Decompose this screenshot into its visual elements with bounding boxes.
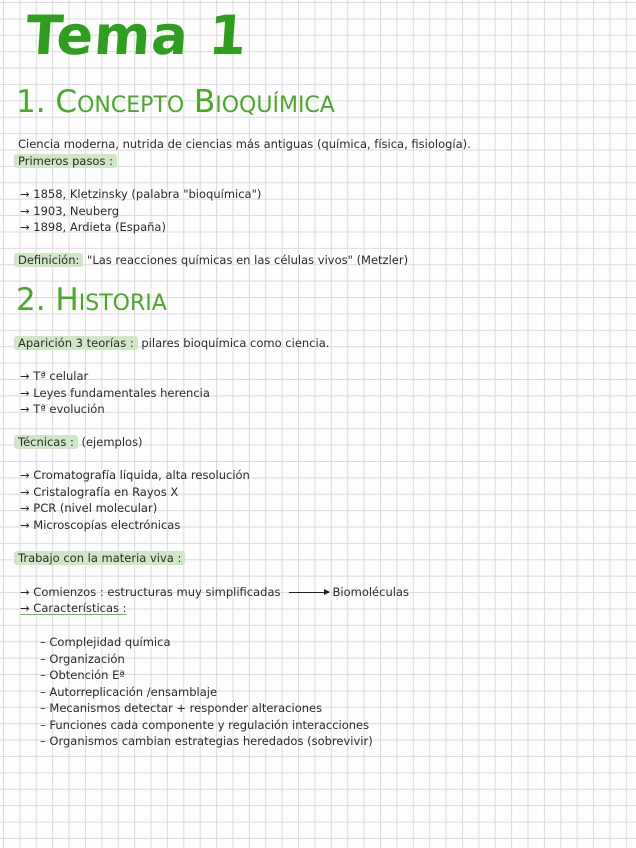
comienzos-text: → Comienzos : estructuras muy simplificadas <box>20 585 281 599</box>
aparicion-text: pilares bioquímica como ciencia. <box>141 336 330 350</box>
tecnica-item: → Cromatografía líquida, alta resolución <box>20 468 250 482</box>
caracteristica-item: – Obtención Eª <box>40 668 125 682</box>
section-heading-historia: 2. Historia <box>16 282 167 318</box>
tecnica-item: → Microscopías electrónicas <box>20 518 181 532</box>
teoria-item: → Tª evolución <box>20 402 105 416</box>
trabajo-line <box>14 551 185 565</box>
aparicion-line <box>14 336 329 350</box>
tecnicas-line <box>14 435 143 449</box>
primeros-highlight: Primeros pasos : <box>14 154 117 168</box>
section-heading-concepto: 1. Concepto Bioquímica <box>16 84 335 120</box>
intro-text: Ciencia moderna, nutrida de ciencias más antiguas (química, física, fisiología). <box>18 137 471 151</box>
definicion-text: "Las reacciones químicas en las células vivos" (Metzler) <box>87 253 409 267</box>
aparicion-label: Aparición 3 teorías : <box>14 336 138 350</box>
trabajo-label: Trabajo con la materia viva : <box>14 551 185 565</box>
comienzos-target: Biomoléculas <box>332 585 409 599</box>
definicion-label: Definición: <box>14 253 83 267</box>
tecnica-item: → PCR (nivel molecular) <box>20 501 158 515</box>
tecnicas-label: Técnicas : <box>14 435 78 449</box>
teoria-item: → Leyes fundamentales herencia <box>20 386 210 400</box>
caracteristica-item: – Mecanismos detectar + responder alteraciones <box>40 701 323 715</box>
primeros-label <box>14 154 117 168</box>
caracteristica-item: – Organismos cambian estrategias heredados (sobrevivir) <box>40 734 373 748</box>
primeros-item: → 1858, Kletzinsky (palabra "bioquímica") <box>20 187 262 201</box>
teoria-item: → Tª celular <box>20 369 89 383</box>
definicion-line <box>14 253 408 267</box>
tecnicas-note: (ejemplos) <box>81 435 143 449</box>
primeros-item: → 1903, Neuberg <box>20 204 120 218</box>
caracteristica-item: – Autorreplicación /ensamblaje <box>40 685 218 699</box>
caracteristica-item: – Organización <box>40 652 125 666</box>
long-arrow-icon <box>289 592 329 593</box>
caracteristica-item: – Complejidad química <box>40 635 171 649</box>
primeros-item: → 1898, Ardieta (España) <box>20 220 166 234</box>
page-title: Tema 1 <box>23 4 250 67</box>
caracteristicas-label: → Características : <box>20 601 127 615</box>
tecnica-item: → Cristalografía en Rayos X <box>20 485 179 499</box>
comienzos-line <box>20 585 409 599</box>
caracteristica-item: – Funciones cada componente y regulación interacciones <box>40 718 370 732</box>
